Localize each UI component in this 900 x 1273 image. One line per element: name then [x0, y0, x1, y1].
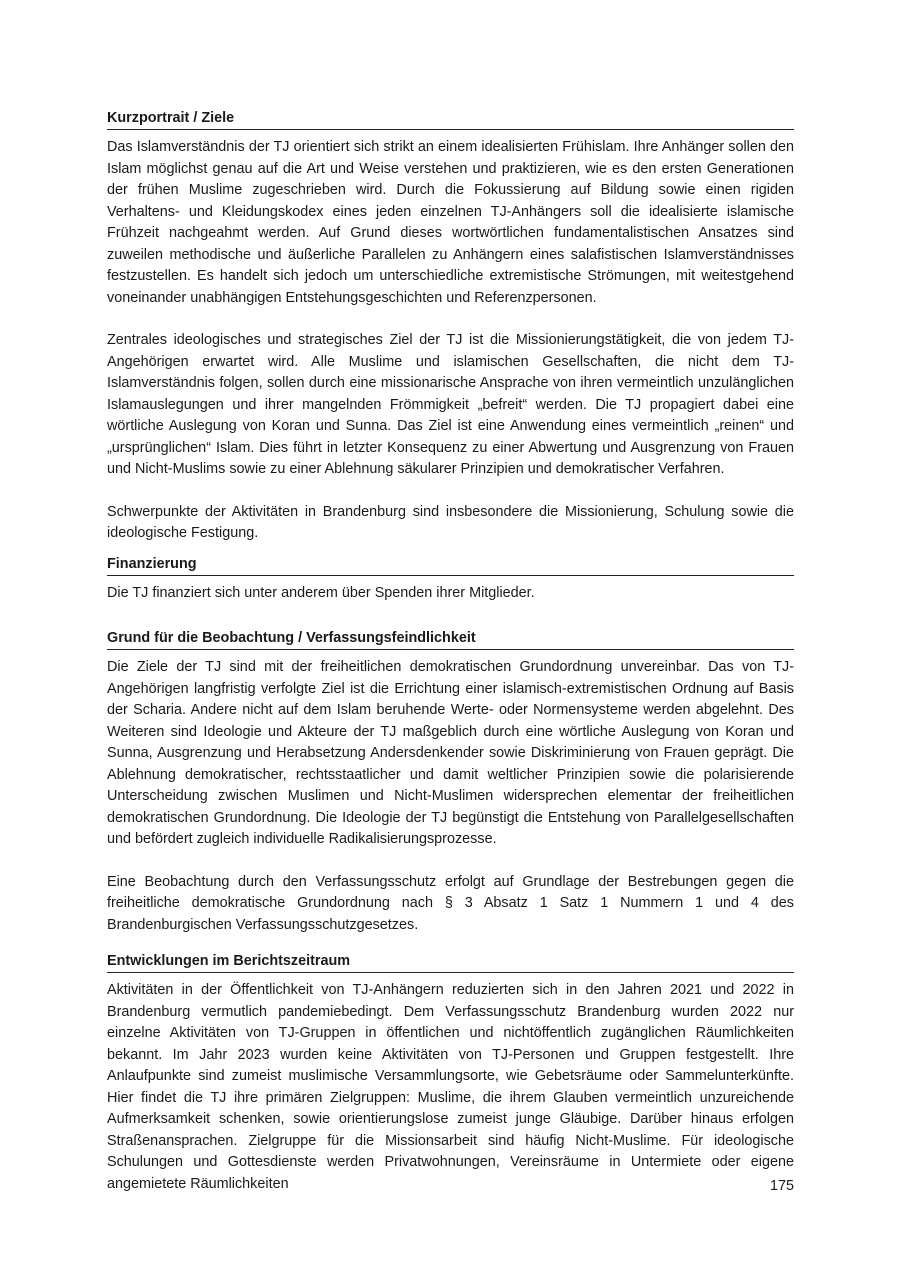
paragraph: Die Ziele der TJ sind mit der freiheitlichen demokratischen Grundordnung unvereinbar. Das von TJ-Angehörigen langfristig verfolgte Ziel ist die Errichtung einer islamisch-extremistischen Ordnung auf Basis der Scharia. Andere nicht auf dem Islam beruhende Werte- oder Normensysteme werden abgelehnt. Des Weiteren sind Ideologie und Akteure der TJ maßgeblich durch eine wörtliche Auslegung von Koran und Sunna, Ausgrenzung und Herabsetzung Andersdenkender sowie Diskriminierung von Frauen geprägt. Die Ablehnung demokratischer, rechtsstaatlicher und damit weltlicher Prinzipien sowie die polarisierende Unterscheidung zwischen Muslimen und Nicht-Muslimen widersprechen elementar der freiheitlichen demokratischen Grundordnung. Die Ideologie der TJ begünstigt die Entstehung von Parallelgesellschaften und befördert zugleich individuelle Radikalisierungsprozesse.: [107, 659, 794, 847]
section-heading: Finanzierung: [107, 554, 794, 576]
paragraph: Schwerpunkte der Aktivitäten in Brandenburg sind insbesondere die Missionierung, Schulung sowie die ideologische Festigung.: [107, 503, 794, 541]
section-beobachtung: [107, 628, 794, 936]
page-number: 175: [769, 1178, 794, 1194]
section-heading: Entwicklungen im Berichtszeitraum: [107, 951, 794, 973]
section-heading: Grund für die Beobachtung / Verfassungsfeindlichkeit: [107, 628, 794, 650]
section-entwicklungen: [107, 951, 794, 1195]
paragraph: Eine Beobachtung durch den Verfassungsschutz erfolgt auf Grundlage der Bestrebungen gegen die freiheitliche demokratische Grundordnung nach § 3 Absatz 1 Satz 1 Nummern 1 und 4 des Brandenburgischen Verfassungsschutzgesetzes.: [107, 873, 794, 933]
section-kurzportrait: [107, 108, 794, 545]
paragraph: Aktivitäten in der Öffentlichkeit von TJ-Anhängern reduzierten sich in den Jahren 2021 und 2022 in Brandenburg vermutlich pandemiebedingt. Dem Verfassungsschutz Brandenburg wurden 2022 nur einzelne Aktivitäten von TJ-Gruppen in öffentlichen und nichtöffentlich zugänglichen Räumlichkeiten bekannt. Im Jahr 2023 wurden keine Aktivitäten von TJ-Personen und Gruppen festgestellt. Ihre Anlaufpunkte sind zumeist muslimische Versammlungsorte, wie Gebetsräume oder Sammelunterkünfte. Hier findet die TJ ihre primären Zielgruppen: Muslime, die ihrem Glauben vermeintlich unzureichende Aufmerksamkeit schenken, sowie orientierungslose zumeist junge Gläubige. Darüber hinaus erfolgen Straßenansprachen. Zielgruppe für die Missionsarbeit sind häufig Nicht-Muslime. Für ideologische Schulungen und Gottesdienste werden Privatwohnungen, Vereinsräume in Untermiete oder eigene angemietete Räumlichkeiten: [107, 982, 794, 1192]
section-finanzierung: [107, 554, 794, 605]
paragraph: Die TJ finanziert sich unter anderem über Spenden ihrer Mitglieder.: [107, 585, 535, 601]
paragraph: Zentrales ideologisches und strategisches Ziel der TJ ist die Missionierungstätigkeit, die von jedem TJ-Angehörigen erwartet wird. Alle Muslime und islamischen Gesellschaften, die nicht dem TJ-Islamverständnis folgen, sollen durch eine missionarische Ansprache von ihren vermeintlich unzulänglichen Islamauslegungen und ihrer mangelnden Frömmigkeit „befreit“ werden. Die TJ propagiert dabei eine wörtliche Auslegung von Koran und Sunna. Das Ziel ist eine Anwendung eines vermeintlich „reinen“ und „ursprünglichen“ Islam. Dies führt in letzter Konsequenz zu einer Abwertung und Ausgrenzung von Frauen und Nicht-Muslims sowie zu einer Ablehnung säkularer Prinzipien und demokratischer Verfahren.: [107, 332, 794, 477]
section-heading: Kurzportrait / Ziele: [107, 108, 794, 130]
paragraph: Das Islamverständnis der TJ orientiert sich strikt an einem idealisierten Frühislam. Ihre Anhänger sollen den Islam möglichst genau auf die Art und Weise verstehen und praktizieren, wie es den ersten Generationen der frühen Muslime zugeschrieben wird. Durch die Fokussierung auf Bildung sowie einen rigiden Verhaltens- und Kleidungskodex eines jeden einzelnen TJ-Anhängers soll die idealisierte islamische Frühzeit nachgeahmt werden. Auf Grund dieses wortwörtlichen fundamentalistischen Ansatzes sind zuweilen methodische und äußerliche Parallelen zu Anhängern eines salafistischen Islamverständnisses festzustellen. Es handelt sich jedoch um unterschiedliche extremistische Strömungen, mit weitestgehend voneinander unabhängigen Entstehungsgeschichten und Referenzpersonen.: [107, 139, 794, 306]
